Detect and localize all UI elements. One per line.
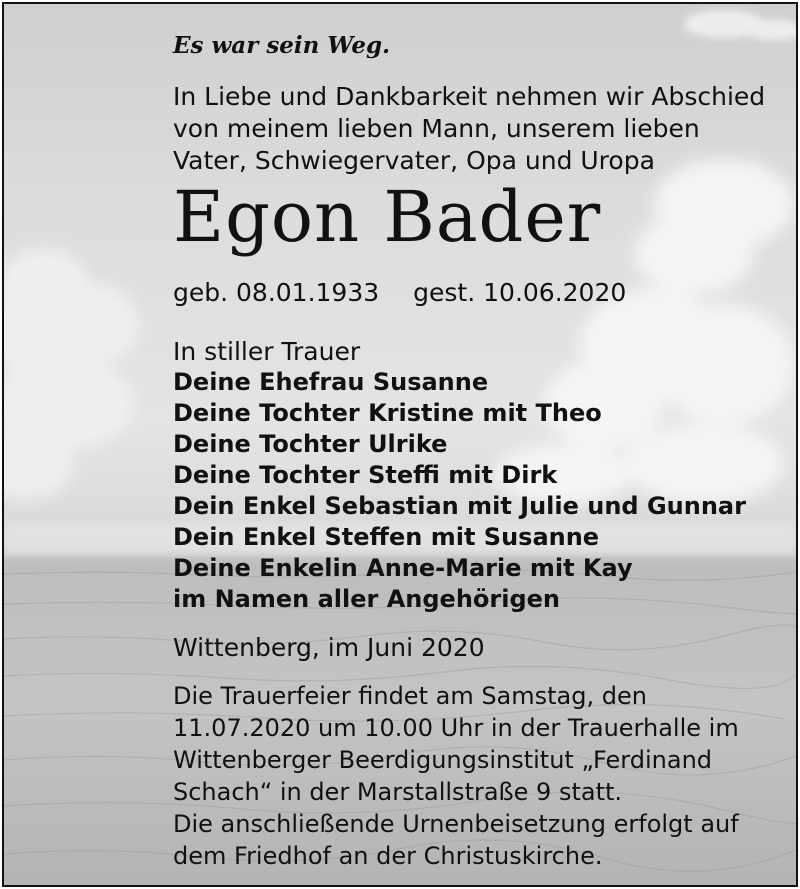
funeral-line: Schach“ in der Marstallstraße 9 statt. bbox=[173, 778, 623, 806]
life-dates bbox=[173, 278, 626, 307]
deceased-name: Egon Bader bbox=[173, 176, 602, 258]
mourner-line: Deine Enkelin Anne-Marie mit Kay bbox=[173, 554, 633, 582]
place-date: Wittenberg, im Juni 2020 bbox=[173, 633, 485, 662]
funeral-line: Die anschließende Urnenbeisetzung erfolgt auf bbox=[173, 810, 739, 838]
obituary-notice bbox=[2, 2, 798, 887]
mourner-line: Dein Enkel Steffen mit Susanne bbox=[173, 523, 600, 551]
intro-line: Vater, Schwiegervater, Opa und Uropa bbox=[173, 146, 655, 175]
mourner-line: Deine Tochter Steffi mit Dirk bbox=[173, 461, 558, 489]
mourner-line: Deine Tochter Kristine mit Theo bbox=[173, 399, 602, 427]
death-date: gest. 10.06.2020 bbox=[413, 278, 627, 307]
motto: Es war sein Weg. bbox=[173, 32, 391, 59]
funeral-line: dem Friedhof an der Christuskirche. bbox=[173, 842, 603, 870]
cloud-top-right bbox=[684, 10, 796, 40]
cloud-left bbox=[4, 249, 139, 499]
funeral-line: 11.07.2020 um 10.00 Uhr in der Trauerhalle im bbox=[173, 714, 739, 742]
mourner-line: Deine Tochter Ulrike bbox=[173, 430, 448, 458]
mourner-line: im Namen aller Angehörigen bbox=[173, 585, 561, 613]
funeral-line: Die Trauerfeier findet am Samstag, den bbox=[173, 682, 647, 710]
birth-date: geb. 08.01.1933 bbox=[173, 278, 380, 307]
funeral-line: Wittenberger Beerdigungsinstitut „Ferdinand bbox=[173, 746, 713, 774]
intro-line: In Liebe und Dankbarkeit nehmen wir Abschied bbox=[173, 82, 766, 111]
mourner-line: Deine Ehefrau Susanne bbox=[173, 368, 489, 396]
intro-line: von meinem lieben Mann, unserem lieben bbox=[173, 114, 700, 143]
mourner-line: Dein Enkel Sebastian mit Julie und Gunnar bbox=[173, 492, 746, 520]
mourning-heading: In stiller Trauer bbox=[173, 337, 361, 366]
